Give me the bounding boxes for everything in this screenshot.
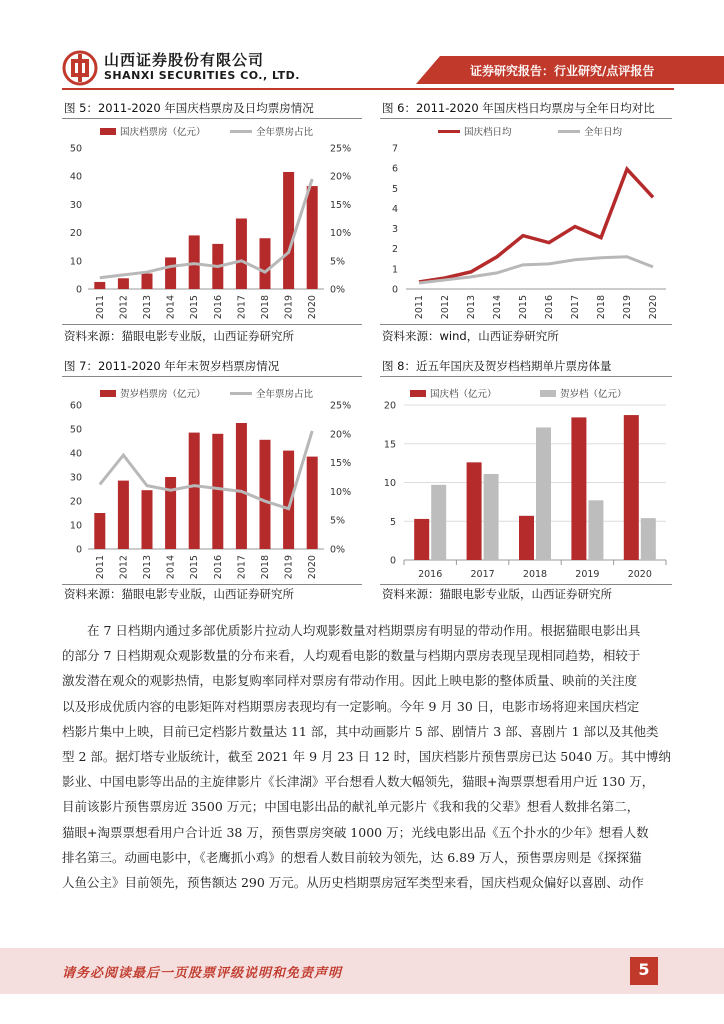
x-tick-label: 2016 <box>418 569 443 580</box>
body-line: 档影片集中上映，目前已定档影片数量达 11 部，其中动画影片 5 部、剧情片 3 部、喜剧片 1 部以及其他类 <box>62 723 659 739</box>
bar-2017 <box>236 423 247 549</box>
company-name-en: SHANXI SECURITIES CO., LTD. <box>104 69 300 82</box>
y-tick-right: 5% <box>330 256 346 268</box>
company-name-cn: 山西证券股份有限公司 <box>104 51 265 69</box>
disclaimer-link[interactable]: 请务必阅读最后一页股票评级说明和免责声明 <box>62 966 343 981</box>
figure-7-source: 资料来源：猫眼电影专业版，山西证券研究所 <box>64 587 294 601</box>
bar-2020 <box>307 186 318 289</box>
x-tick-label: 2016 <box>544 295 555 320</box>
bar-2017 <box>236 219 247 290</box>
body-line: 目前该影片预售票房近 3500 万元；中国电影出品的献礼单元影片《我和我的父辈》想看人数排名第二， <box>62 799 640 815</box>
y-tick: 4 <box>391 203 398 215</box>
page-header <box>0 0 724 96</box>
bar-2020 <box>307 457 318 549</box>
line-series-share <box>100 179 312 278</box>
y-tick-left: 50 <box>69 424 82 436</box>
x-tick-label: 2018 <box>260 555 271 580</box>
x-tick-label: 2016 <box>212 555 224 580</box>
x-tick-label: 2015 <box>518 295 529 320</box>
figure-6-source: 资料来源：wind，山西证券研究所 <box>382 329 559 343</box>
y-tick-right: 25% <box>330 400 352 412</box>
bar-new-year-2016 <box>431 485 446 560</box>
legend-label-1: 贺岁档（亿元） <box>560 389 627 400</box>
y-tick-right: 5% <box>330 515 346 527</box>
y-tick: 3 <box>391 224 398 236</box>
y-tick-left: 10 <box>69 520 82 532</box>
x-tick-label: 2018 <box>260 295 271 320</box>
y-tick: 1 <box>391 264 398 276</box>
figure-7-chart <box>62 378 362 582</box>
x-tick-label: 2020 <box>648 295 659 320</box>
bar-2012 <box>118 278 129 289</box>
x-tick-label: 2019 <box>283 295 295 320</box>
body-line: 的部分 7 日档期观众观影数量的分布来看，人均观看电影的数量与档期内票房表现呈现相同趋势，相较于 <box>62 648 641 664</box>
body-line: 激发潜在观众的观影热情，电影复购率同样对票房有带动作用。因此上映电影的整体质量、映前的关注度 <box>62 673 638 689</box>
figure-8-title-rule <box>380 376 672 377</box>
y-tick: 0 <box>389 555 396 567</box>
bar-national-day-2017 <box>467 462 482 560</box>
y-tick: 2 <box>391 244 398 256</box>
y-tick-left: 0 <box>75 544 82 556</box>
y-tick: 20 <box>383 400 396 412</box>
figure-8-source-rule <box>380 584 672 585</box>
figure-7-source-rule <box>62 584 362 585</box>
body-line: 在 7 日档期内通过多部优质影片拉动人均观影数量对档期票房有明显的带动作用。根据猫眼电影出具 <box>87 623 641 638</box>
figure-5-chart <box>62 120 362 324</box>
x-tick-label: 2017 <box>570 295 581 320</box>
x-tick-label: 2019 <box>283 555 295 580</box>
x-tick-label: 2013 <box>142 295 153 320</box>
x-tick-label: 2014 <box>165 555 177 580</box>
bar-2011 <box>94 513 105 549</box>
bar-national-day-2019 <box>571 417 586 560</box>
x-tick-label: 2017 <box>470 569 495 580</box>
body-paragraph <box>62 618 684 895</box>
legend-label-0: 国庆档票房（亿元） <box>120 127 206 138</box>
figure-8-source: 资料来源：猫眼电影专业版，山西证券研究所 <box>382 587 612 601</box>
x-tick-label: 2014 <box>492 295 503 320</box>
y-tick-left: 20 <box>69 496 82 508</box>
y-tick-left: 40 <box>69 171 82 183</box>
legend-swatch-0 <box>100 390 116 397</box>
figure-8-title: 图 8：近五年国庆及贺岁档档期单片票房体量 <box>382 359 612 373</box>
x-tick-label: 2013 <box>142 555 153 580</box>
x-tick-label: 2018 <box>522 569 548 580</box>
body-line: 人鱼公主》目前领先，预售额达 290 万元。从历史档期票房冠军类型来看，国庆档观众偏好以喜剧、动作 <box>62 875 644 891</box>
bar-2016 <box>212 434 223 549</box>
legend-label-0: 贺岁档票房（亿元） <box>120 389 206 400</box>
y-tick-right: 15% <box>330 199 352 211</box>
legend-label-1: 全年票房占比 <box>256 389 314 400</box>
figure-8-chart <box>380 378 672 582</box>
figure-6-source-rule <box>380 324 672 325</box>
x-tick-label: 2014 <box>165 295 177 320</box>
bar-2015 <box>189 433 200 549</box>
x-tick-label: 2012 <box>440 295 451 320</box>
bar-new-year-2020 <box>641 518 656 560</box>
figure-5-title-rule <box>62 118 362 119</box>
legend-swatch-1 <box>540 390 556 397</box>
y-tick: 5 <box>389 516 396 528</box>
y-tick-right: 0% <box>330 544 346 556</box>
figure-6-chart <box>380 120 672 324</box>
bar-new-year-2018 <box>536 427 551 560</box>
y-tick-right: 25% <box>330 143 352 155</box>
x-tick-label: 2011 <box>94 555 106 580</box>
body-line: 影业、中国电影等出品的主旋律影片《长津湖》平台想看人数大幅领先，猫眼+淘票票想看用户近 130 万， <box>62 774 655 790</box>
banner-slant <box>416 56 440 84</box>
bar-national-day-2016 <box>414 519 429 560</box>
bar-2018 <box>260 238 271 289</box>
bar-2019 <box>283 172 294 289</box>
x-tick-label: 2018 <box>596 295 607 320</box>
x-tick-label: 2015 <box>189 295 201 320</box>
bar-2012 <box>118 481 129 549</box>
y-tick: 7 <box>391 143 398 155</box>
line-series-1 <box>419 257 653 283</box>
body-line: 猫眼+淘票票想看用户合计近 38 万，预售票房突破 1000 万；光线电影出品《五个扑水的少年》想看人数 <box>62 824 649 840</box>
x-tick-label: 2019 <box>622 295 633 320</box>
y-tick: 15 <box>383 439 396 451</box>
figure-5-source-rule <box>62 324 362 325</box>
x-tick-label: 2019 <box>575 569 600 580</box>
legend-label-1: 全年日均 <box>584 127 623 138</box>
report-type: 证券研究报告：行业研究/点评报告 <box>470 64 655 78</box>
legend-swatch-0 <box>100 128 116 135</box>
body-line: 排名第三。动画电影中，《老鹰抓小鸡》的想看人数目前较为领先，达 6.89 万人，预售票房则是《探探猫 <box>62 849 642 865</box>
y-tick-right: 20% <box>330 171 352 183</box>
y-tick-left: 30 <box>69 472 82 484</box>
figure-6-title: 图 6：2011-2020 年国庆档日均票房与全年日均对比 <box>382 101 655 115</box>
x-tick-label: 2011 <box>414 295 425 320</box>
page-number: 5 <box>638 960 650 979</box>
y-tick-left: 60 <box>69 400 82 412</box>
y-tick-left: 10 <box>69 256 82 268</box>
y-tick: 10 <box>383 478 396 489</box>
company-logo-icon <box>62 50 98 86</box>
figure-7-title-rule <box>62 376 362 377</box>
bar-2014 <box>165 477 176 549</box>
figure-5-source: 资料来源：猫眼电影专业版，山西证券研究所 <box>64 329 294 343</box>
y-tick-left: 30 <box>69 199 82 211</box>
legend-label-1: 全年票房占比 <box>256 127 314 138</box>
bar-2014 <box>165 257 176 289</box>
x-tick-label: 2017 <box>236 555 248 580</box>
y-tick: 5 <box>391 183 398 195</box>
y-tick-right: 15% <box>330 458 352 470</box>
bar-2013 <box>142 490 153 549</box>
y-tick-right: 0% <box>330 284 346 296</box>
x-tick-label: 2017 <box>236 295 248 320</box>
y-tick-left: 0 <box>75 284 82 296</box>
y-tick-right: 10% <box>330 486 352 498</box>
x-tick-label: 2015 <box>189 555 201 580</box>
legend-swatch-0 <box>410 390 426 397</box>
y-tick-right: 20% <box>330 429 352 441</box>
y-tick: 0 <box>391 284 398 296</box>
x-tick-label: 2016 <box>212 295 224 320</box>
legend-label-0: 国庆档日均 <box>464 127 512 138</box>
legend-label-0: 国庆档（亿元） <box>430 389 497 400</box>
y-tick-left: 20 <box>69 228 82 240</box>
x-tick-label: 2020 <box>627 569 652 580</box>
y-tick-left: 50 <box>69 143 82 155</box>
x-tick-label: 2012 <box>118 295 130 320</box>
bar-2013 <box>142 273 153 289</box>
figure-5-title: 图 5：2011-2020 年国庆档票房及日均票房情况 <box>64 101 314 115</box>
bar-new-year-2019 <box>588 500 603 560</box>
bar-2011 <box>94 282 105 289</box>
x-tick-label: 2020 <box>307 555 319 580</box>
bar-2018 <box>260 440 271 549</box>
bar-national-day-2020 <box>624 415 639 560</box>
x-tick-label: 2020 <box>307 295 319 320</box>
bar-new-year-2017 <box>484 474 499 560</box>
x-tick-label: 2011 <box>94 295 106 320</box>
body-line: 型 2 部。据灯塔专业版统计，截至 2021 年 9 月 23 日 12 时，国庆档影片预售票房已达 5040 万。其中博纳 <box>62 749 672 765</box>
body-line: 以及形成优质内容的电影矩阵对档期票房表现均有一定影响。今年 9 月 30 日，电影市场将迎来国庆档定 <box>62 698 640 714</box>
y-tick-left: 40 <box>69 448 82 460</box>
figure-7-title: 图 7：2011-2020 年年末贺岁档票房情况 <box>64 359 280 373</box>
x-tick-label: 2012 <box>118 555 130 580</box>
y-tick: 6 <box>391 163 398 175</box>
header-divider <box>62 88 674 90</box>
bar-national-day-2018 <box>519 516 534 560</box>
x-tick-label: 2013 <box>466 295 477 320</box>
y-tick-right: 10% <box>330 228 352 240</box>
line-series-share <box>100 431 312 509</box>
figure-6-title-rule <box>380 118 672 119</box>
